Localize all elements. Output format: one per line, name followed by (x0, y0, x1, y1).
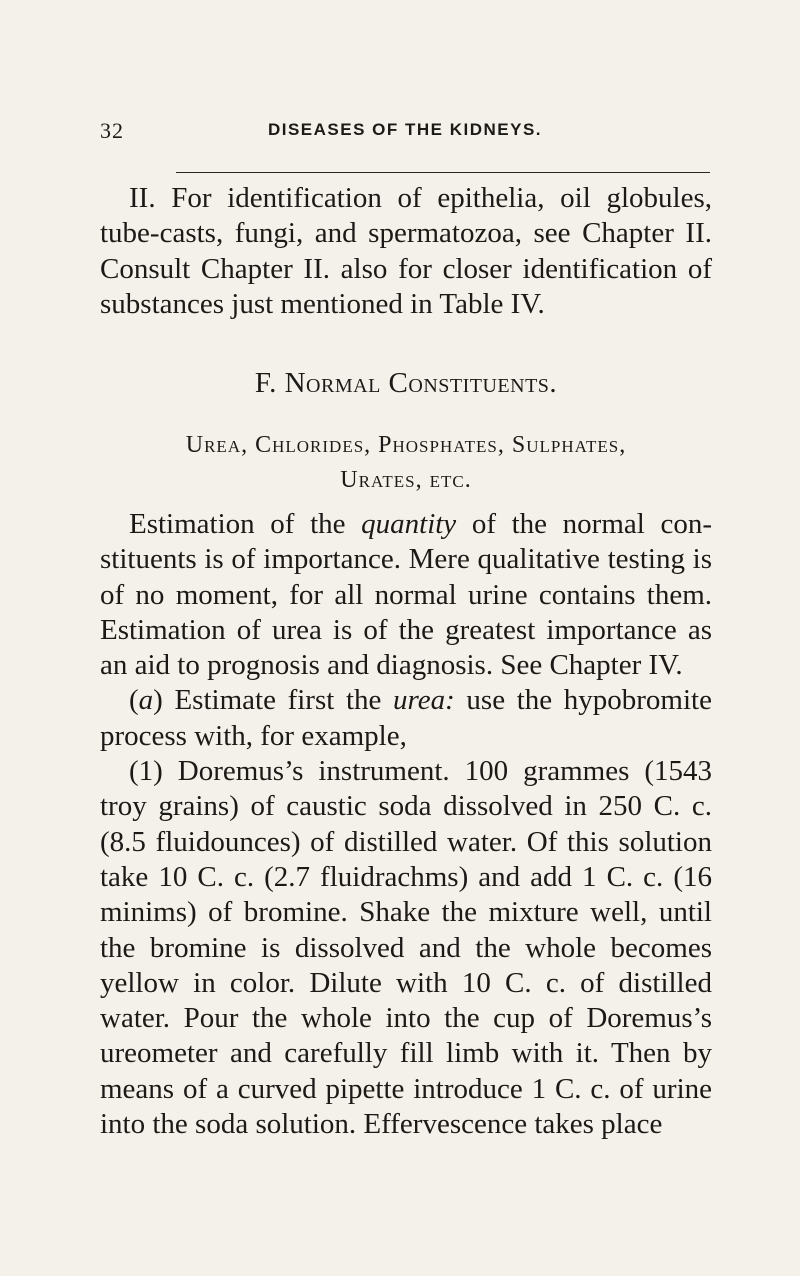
body-paragraphs (100, 507, 712, 1142)
page-number: 32 (100, 118, 124, 143)
italic-term-urea: urea: (393, 684, 455, 717)
section-subheading-line1: Urea, Chlorides, Phosphates, Sulphates, (185, 432, 627, 458)
text-run: ( (129, 684, 139, 717)
italic-letter-a: a (138, 684, 154, 717)
paragraph-identification (100, 181, 712, 322)
paragraph-urea (100, 683, 712, 754)
paragraph-estimation (100, 507, 712, 683)
header-rule (176, 172, 710, 173)
running-head (100, 118, 710, 150)
paragraph-text: II. For identification of epithelia, oil globules, tube-casts, fungi, and spermatozoa, see Chapter II. Consult Chapter II. also for closer identification of substances just mentioned in Table IV. (100, 182, 712, 320)
paragraph-doremus: (1) Doremus’s instrument. 100 grammes (1543 troy grains) of caustic soda dissolved in 250 C. c. (8.5 fluidounces) of distilled water. Of this solution take 10 C. c. (2.7 fluidrachms) and add 1 C. c. (16 minims) of bromine. Shake the mixture well, until the bromine is dissolved and the whole becomes yellow in color. Dilute with 10 C. c. of distilled water. Pour the whole into the cup of Doremus’s ureometer and carefully fill limb with it. Then by means of a curved pipette introduce 1 C. c. of urine into the soda solution. Effervescence takes place (100, 755, 712, 1141)
text-run: use the hypobromite process with, for example, (100, 684, 712, 752)
section-heading-text: F. Normal Constituents. (254, 367, 558, 399)
italic-term-quantity: quantity (361, 508, 457, 540)
text-run: ) Estimate first the (153, 684, 394, 717)
running-title: DISEASES OF THE KIDNEYS. (267, 120, 543, 139)
section-heading (100, 367, 712, 400)
text-run: Estimation of the (129, 508, 362, 540)
section-subheading-line2: Urates, etc. (340, 467, 472, 493)
text-run: of the normal constituents is of importance. Mere qualitative testing is of no moment, for all normal urine contains them. Estimation of urea is of the greatest importance as an aid to prognosis and diagnosis. See Chapter IV. (100, 508, 712, 682)
